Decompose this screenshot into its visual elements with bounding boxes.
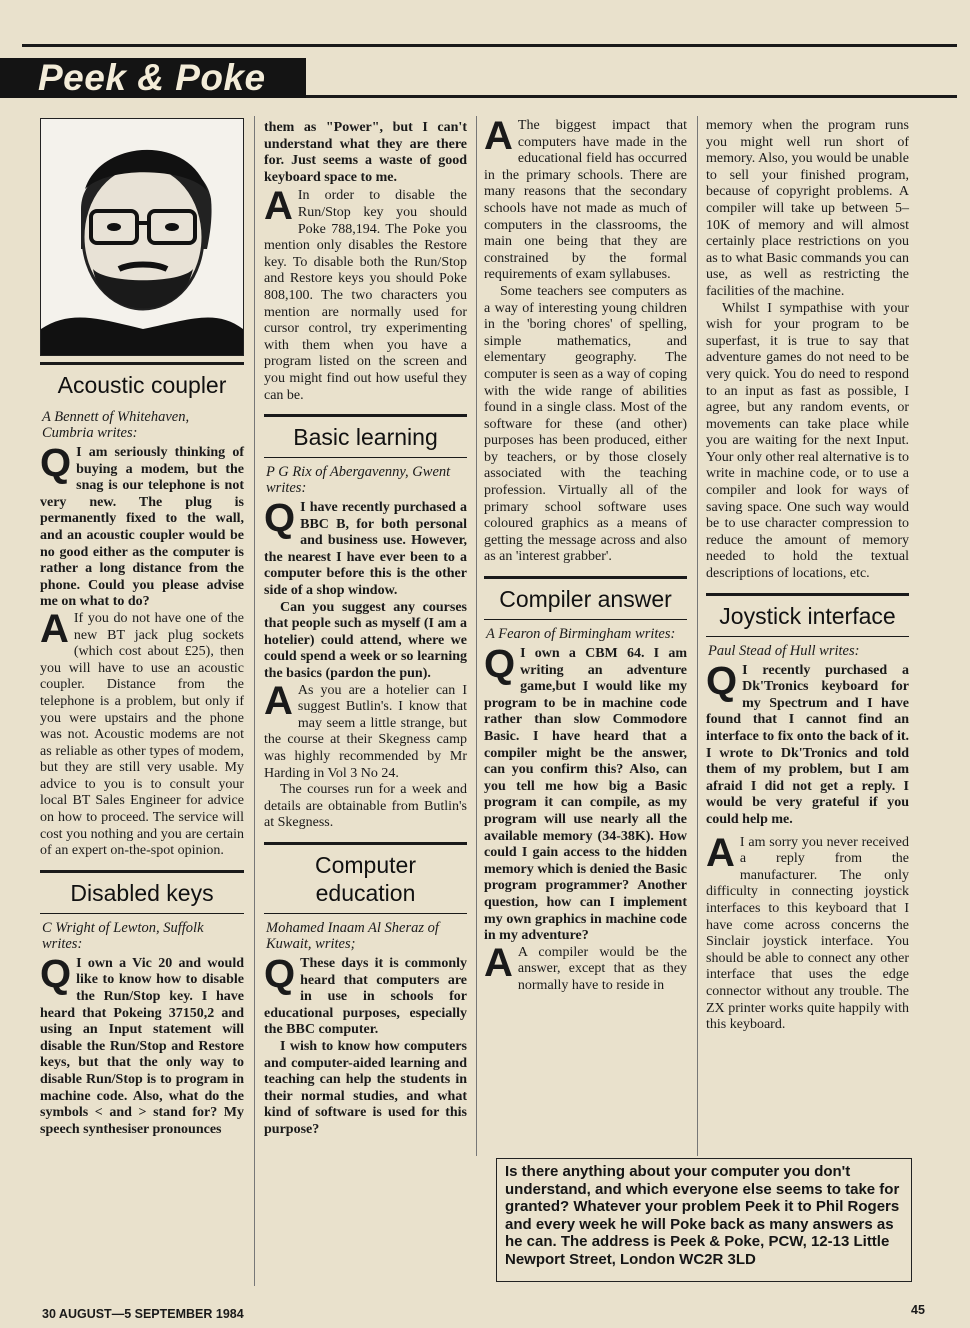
column-divider [476, 116, 477, 1156]
column-3 [484, 114, 687, 995]
article-heading: Compiler answer [499, 586, 672, 613]
drop-cap-a: A [484, 940, 513, 985]
portrait-image [41, 119, 243, 355]
column-1 [40, 118, 244, 1138]
drop-cap-a: A [264, 678, 293, 723]
drop-cap-q: Q [264, 496, 296, 541]
section-banner [0, 58, 306, 98]
section-rule [484, 576, 687, 579]
page-number: 45 [911, 1303, 925, 1317]
section-rule [706, 636, 909, 637]
callout-box [496, 1158, 912, 1282]
column-4 [706, 118, 909, 1034]
question-text: Q I recently purchased a Dk'Tronics keyboard for my Spectrum and I have found that I cannot find an interface to fix onto the back of it. I wrote to Dk'Tronics and told them of my problem, but I am afraid I did not get a reply. I would be very grateful if you could help me. [706, 658, 909, 827]
drop-cap-q: Q [40, 441, 72, 485]
section-title: Peek & Poke [38, 57, 266, 98]
drop-cap-a: A [264, 184, 293, 229]
banner-rule [306, 95, 957, 98]
question-text: Q I own a Vic 20 and would like to know how to disable the Run/Stop key. I have heard that Pokeing 37150,2 and using an Input statement will disable the Run/Stop and Restore keys, but that the only way to disable Run/Stop is to program in machine code. Also, what do the symbols < and > stand for? My speech synthesiser pronounces [40, 951, 244, 1137]
letter-author: Mohamed Inaam Al Sheraz of Kuwait, writes; [266, 919, 439, 952]
section-rule [264, 457, 467, 458]
question-text: Can you suggest any courses that people such as myself (I am a hotelier) could attend, where we could spend a week or so learning the basics (pardon the pun). [264, 599, 467, 682]
letter-author: A Bennett of Whitehaven, Cumbria writes: [42, 409, 190, 441]
answer-text: The courses run for a week and details are obtainable from Butlin's at Skegness. [264, 782, 467, 831]
answer-text: A A compiler would be the answer, except that as they normally have to reside in [484, 940, 687, 993]
answer-text: Whilst I sympathise with your wish for your program to be superfast, it is true to say that adventure games do not need to be very quick. You do need to respond to an input as fast as possible, I agree, but any random events, or movements can take place while you are waiting for the next Input. Your only other real alternative is to write in machine code, or to use a compiler and look for ways of saving space. One such way would be to use character compression to reduce the amount of memory needed to hold the textual descriptions of locations, etc. [706, 300, 909, 582]
answer-text: memory when the program runs you might well run short of memory. Also, you would be unable to sell your finished program, because of copyright problems. A compiler will take up between 5–10K of memory and will almost certainly place restrictions on you as to what Basic commands you can use, as well as restricting the facilities of the machine. [706, 118, 909, 299]
question-text: Q These days it is commonly heard that computers are in use in schools for educational purposes, especially the BBC computer. [264, 951, 467, 1038]
section-rule [40, 913, 244, 914]
drop-cap-q: Q [264, 951, 296, 996]
answer-text: A I am sorry you never received a reply from the manufacturer. The only difficulty in connecting joystick interfaces to this keyboard that I have come across concerns the Sinclair joystick interface. You should be able to connect any other interface that uses the edge connector without any trouble. The ZX printer works quite happily with this keyboard. [706, 830, 909, 1033]
section-rule [264, 913, 467, 914]
question-text: I wish to know how computers and computer-aided learning and teaching can help the students in their normal studies, and what kind of software is used for this purpose? [264, 1038, 467, 1137]
question-text: them as "Power", but I can't understand what they are there for. Just seems a waste of good keyboard space to me. [264, 120, 467, 185]
section-rule [40, 362, 244, 365]
article-heading: Joystick interface [719, 602, 896, 629]
drop-cap-q: Q [706, 658, 738, 703]
question-text: Q I am seriously thinking of buying a modem, but the snag is our telephone is not very new. The plug is permanently fixed to the wall, and an acoustic coupler would be no good either as the computer is rather a long distance from the phone. Could you please advise me on what to do? [40, 441, 244, 610]
drop-cap-q: Q [40, 951, 72, 996]
column-2 [264, 120, 467, 1139]
column-divider [697, 116, 698, 1156]
answer-text: A In order to disable the Run/Stop key you should Poke 788,194. The Poke you mention only disables the Restore key. To disable both the Run/Stop and Restore keys you should Poke 808,100. The two characters you mention are normally used for cursor control, try experimenting with them when you have a program listed on the screen and you might find out how useful they can be. [264, 184, 467, 403]
answer-text: A The biggest impact that computers have made in the educational field has occurred in the primary schools. There are many reasons that the secondary schools have not made as much of computers in the classrooms, the main one being that they are constrained by the formal requirements of exam syllabuses. [484, 114, 687, 283]
letter-author: C Wright of Lewton, Suffolk writes: [42, 919, 204, 952]
answer-text: Some teachers see computers as a way of interesting young children in the 'boring chores' of spelling, simple mathematics, and elementary geography. The computer is seen as a way of coping with the wide range of abilities found in a single class. Most of the software for these (and other) purposes has been produced, either by teachers, or by those closely associated with the teaching profession. Virtually all of the primary school software uses coloured graphics as a means of getting the message across and also as an 'interest grabber'. [484, 283, 687, 565]
article-heading: Acoustic coupler [57, 372, 227, 398]
article-heading: Disabled keys [70, 879, 214, 906]
callout-text: Is there anything about your computer you don't understand, and which everyone else seems to take for granted? Whatever your problem Peek it to Phil Rogers and every week he will Poke back as many answers as he can. The address is Peek & Poke, PCW, 12-13 Little Newport Street, London WC2R 3LD [505, 1163, 900, 1268]
drop-cap-a: A [40, 606, 69, 651]
section-rule [40, 870, 244, 873]
section-rule [264, 414, 467, 417]
letter-author: Paul Stead of Hull writes: [708, 642, 860, 659]
column-divider [254, 116, 255, 1286]
letter-author: A Fearon of Birmingham writes: [486, 626, 676, 643]
section-rule [264, 842, 467, 845]
drop-cap-q: Q [484, 642, 516, 687]
answer-text: A As you are a hotelier can I suggest Butlin's. I know that may seem a little strange, but the course at their Skegness camp was highly recommended by Mr Harding in Vol 3 No 24. [264, 678, 467, 781]
answer-text: A If you do not have one of the new BT jack plug sockets (which cost about £25), then you will have to use an acoustic coupler. Distance from the telephone is a problem, but only if you were upstairs and the phone was not. Acoustic modems are not as reliable as other types of modem, but they are still very usable. My advice to you is to consult your local BT Sales Engineer for advice on how to proceed. The service will cost you nothing and you are certain of an expert on-the-spot opinion. [40, 606, 244, 859]
issue-date: 30 AUGUST—5 SEPTEMBER 1984 [42, 1307, 244, 1321]
drop-cap-a: A [484, 114, 513, 158]
question-text: Q I have recently purchased a BBC B, for both personal and business use. However, the nearest I have ever been to a computer before this is the other side of a shop window. [264, 496, 467, 599]
drop-cap-a: A [706, 830, 735, 875]
portrait-photo [40, 118, 244, 356]
article-heading: Computer education [315, 851, 416, 906]
section-rule [706, 593, 909, 596]
letter-author: P G Rix of Abergavenny, Gwent writes: [266, 464, 451, 497]
article-heading: Basic learning [293, 424, 438, 451]
question-text: Q I own a CBM 64. I am writing an adventure game,but I would like my program to be in machine code rather than slow Commodore Basic. I have heard that a compiler might be the answer, can you confirm this? Also, can you tell me how big a Basic program it can compile, as my program will use nearly all the available memory (34-38K). How could I gain access to the hidden memory which is denied the Basic program programmer? Another question, how can I implement my own graphics in machine code in my adventure? [484, 642, 687, 944]
section-rule [484, 619, 687, 620]
top-rule [22, 44, 957, 47]
